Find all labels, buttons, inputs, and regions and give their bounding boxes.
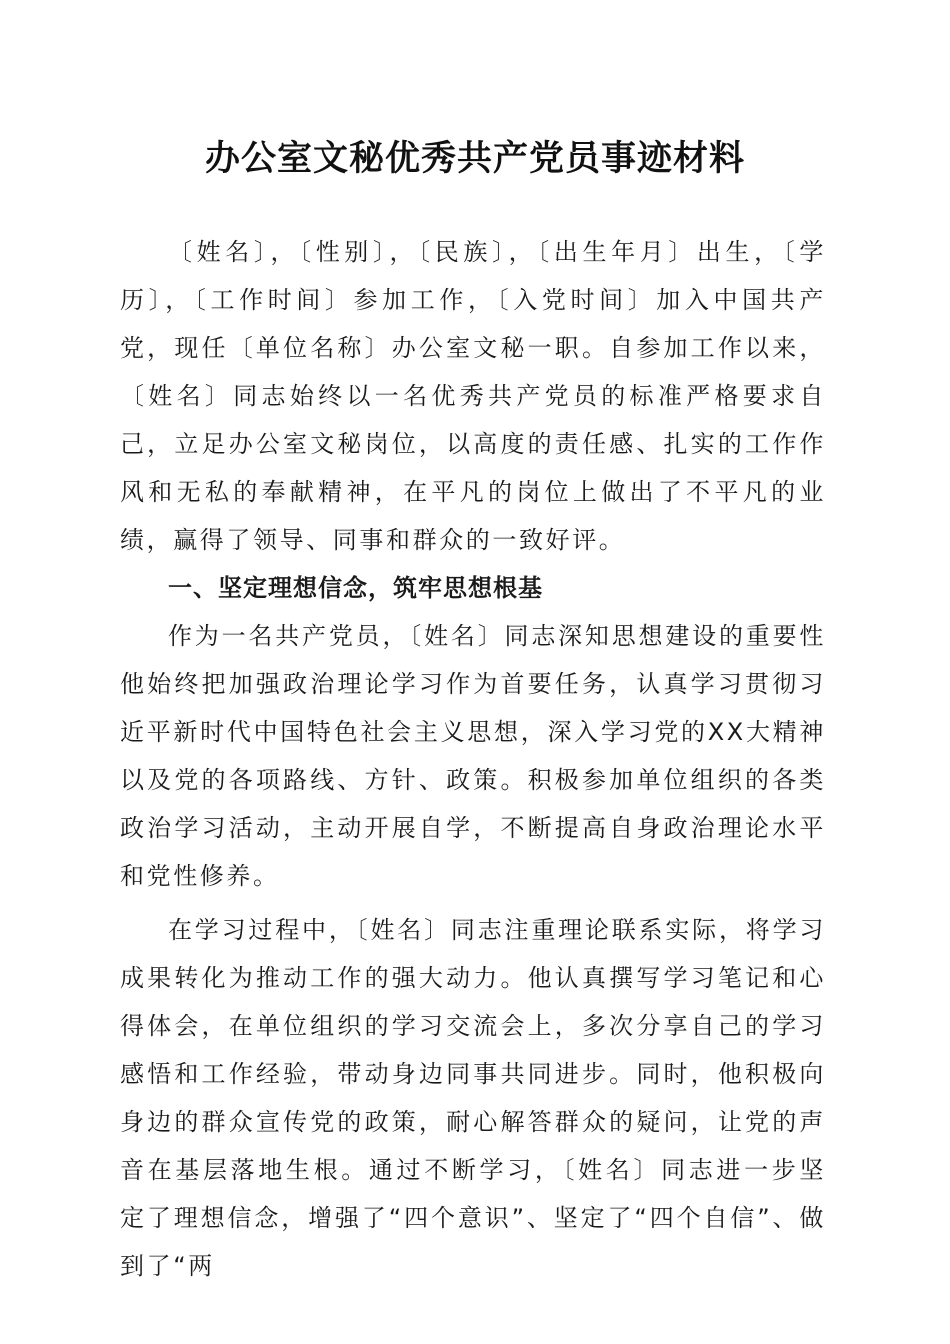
section-heading: 一、坚定理想信念，筑牢思想根基 [168, 574, 543, 602]
document-body [120, 228, 826, 1290]
document-title: 办公室文秘优秀共产党员事迹材料 [204, 138, 745, 179]
body-paragraph: 作为一名共产党员，〔姓名〕同志深知思想建设的重要性他始终把加强政治理论学习作为首要任务，认真学习贯彻习近平新时代中国特色社会主义思想，深入学习党的XX大精神以及党的各项路线、方针、政策。积极参加单位组织的各类政治学习活动，主动开展自学，不断提高自身政治理论水平和党性修养。 [120, 622, 826, 890]
intro-paragraph: 〔姓名〕，〔性别〕，〔民族〕，〔出生年月〕出生，〔学历〕，〔工作时间〕参加工作，〔入党时间〕加入中国共产党，现任〔单位名称〕办公室文秘一职。自参加工作以来，〔姓名〕同志始终以一名优秀共产党员的标准严格要求自己，立足办公室文秘岗位，以高度的责任感、扎实的工作作风和无私的奉献精神，在平凡的岗位上做出了不平凡的业绩，赢得了领导、同事和群众的一致好评。 [120, 238, 826, 554]
body-paragraph: 在学习过程中，〔姓名〕同志注重理论联系实际，将学习成果转化为推动工作的强大动力。他认真撰写学习笔记和心得体会，在单位组织的学习交流会上，多次分享自己的学习感悟和工作经验，带动身边同事共同进步。同时，他积极向身边的群众宣传党的政策，耐心解答群众的疑问，让党的声音在基层落地生根。通过不断学习，〔姓名〕同志进一步坚定了理想信念，增强了“四个意识”、坚定了“四个自信”、做到了“两 [120, 916, 826, 1280]
